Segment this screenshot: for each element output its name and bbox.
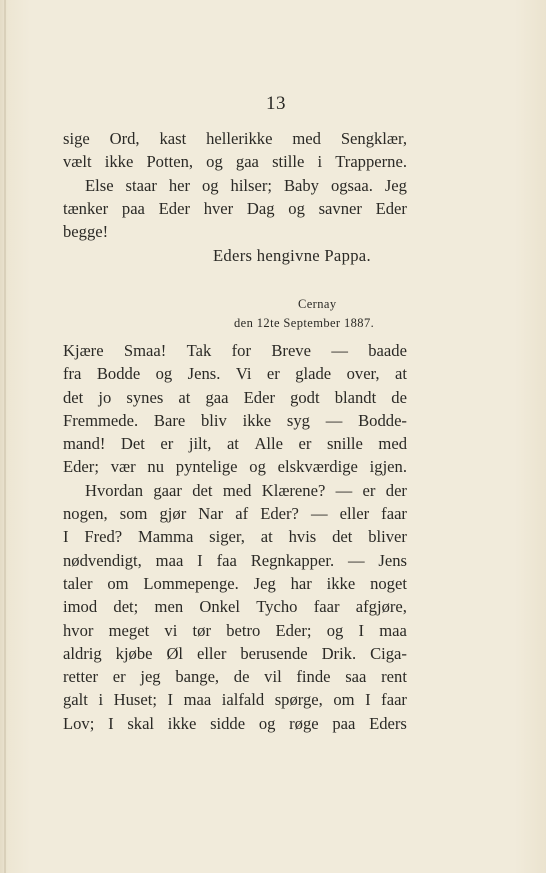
text-line: fra Bodde og Jens. Vi er glade over, at <box>63 364 407 384</box>
letter-date: den 12te September 1887. <box>234 316 375 330</box>
text-line: imod det; men Onkel Tycho faar afgjøre, <box>63 597 407 617</box>
text-line: sige Ord, kast hellerikke med Sengklær, <box>63 129 407 148</box>
text-line: taler om Lommepenge. Jeg har ikke noget <box>63 573 407 593</box>
text-line: tænker paa Eder hver Dag og savner Eder <box>63 198 407 218</box>
text-line: det jo synes at gaa Eder godt blandt de <box>63 387 407 407</box>
text-line: aldrig kjøbe Øl eller berusende Drik. Ciga- <box>63 643 407 663</box>
text-line: Hvordan gaar det med Klærene? — er der <box>85 480 407 500</box>
text-line: retter er jeg bange, de vil finde saa rent <box>63 667 407 687</box>
text-line: nogen, som gjør Nar af Eder? — eller faar <box>63 504 407 524</box>
text-line: galt i Huset; I maa ialfald spørge, om I faar <box>63 690 407 710</box>
page-number: 13 <box>266 93 286 114</box>
text-line: hvor meget vi tør betro Eder; og I maa <box>63 620 407 640</box>
letter-signature: Eders hengivne Pappa. <box>213 246 371 265</box>
page-gutter <box>4 0 6 873</box>
text-line: I Fred? Mamma siger, at hvis det bliver <box>63 527 407 547</box>
text-line: Kjære Smaa! Tak for Breve — baade <box>63 341 407 360</box>
letter-text-block-1 <box>63 127 407 243</box>
text-line: begge! <box>63 222 109 242</box>
text-line: mand! Det er jilt, at Alle er snille med <box>63 434 407 454</box>
text-line: Else staar her og hilser; Baby ogsaa. Jeg <box>85 175 407 195</box>
text-line: nødvendigt, maa I faa Regnkapper. — Jens <box>63 550 407 570</box>
letter-place: Cernay <box>298 297 337 311</box>
text-line: Lov; I skal ikke sidde og røge paa Eders <box>63 713 407 733</box>
text-line: Fremmede. Bare bliv ikke syg — Bodde- <box>63 410 407 430</box>
text-line: Eder; vær nu pyntelige og elskværdige igjen. <box>63 457 407 477</box>
text-line: vælt ikke Potten, og gaa stille i Trapperne. <box>63 152 407 172</box>
letter-text-block-2 <box>63 339 407 735</box>
